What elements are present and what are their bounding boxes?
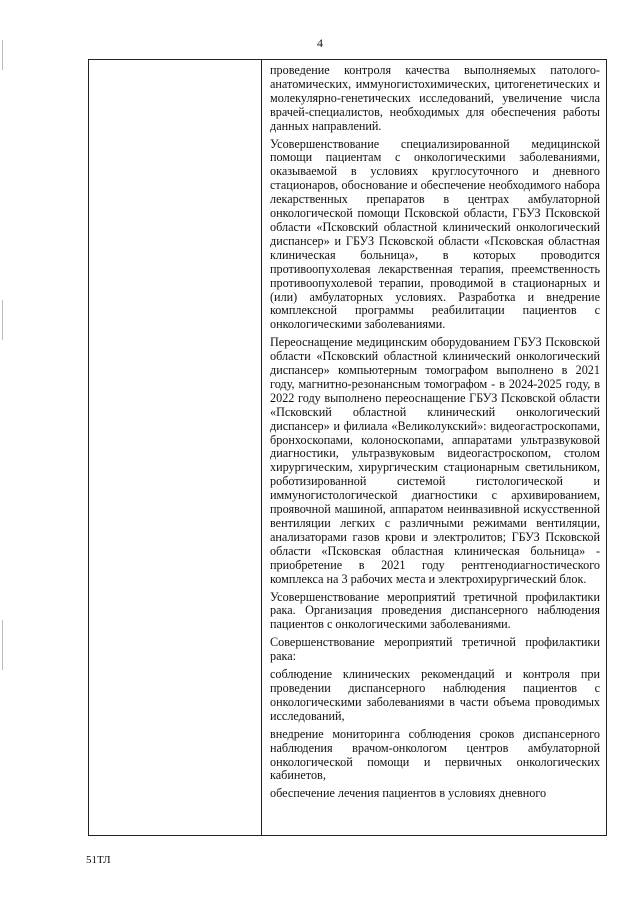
paragraph-tertiary-prevention: Усовершенствование мероприятий третичной профилактики рака. Организация проведения диспансерного наблюдения пациентов с онкологическими заболеваниями. <box>270 589 600 632</box>
paragraph-day-care: обеспечение лечения пациентов в условиях дневного <box>270 786 547 801</box>
scan-edge-mark <box>2 620 3 670</box>
table-cell-empty <box>89 60 262 836</box>
page-number: 4 <box>317 36 323 50</box>
paragraph-equipment: Переоснащение медицинским оборудованием ГБУЗ Псковской области «Псковский областной клинический онкологический диспансер» компьютерным томографом выполнено в 2021 году, магнитно-резонансным томографом - в 2024-2025 году, в 2022 году выполнено переоснащение ГБУЗ Псковской области «Псковский областной клинический онкологический диспансер» и филиала «Великолукский»: видеогастроскопами, бронхоскопами, колоноскопами, аппаратами ультразвуковой диагностики, ультразвуковым видеогастроскопом, столом хирургическим, хирургическим стационарным светильником, роботизированной системой гистологической и иммуногистологической диагностики с архивированием, проявочной машиной, аппаратом неинвазивной искусственной вентиляции легких с различными режимами вентиляции, анализаторами газов крови и электролитов; ГБУЗ Псковской области «Псковская областная клиническая больница» - приобретение в 2021 году рентгенодиагностического комплекса на 3 рабочих места и электрохирургический блок. <box>270 335 600 586</box>
table-row <box>89 60 607 836</box>
scan-edge-mark <box>2 300 3 340</box>
paragraph-prevention-measures: Совершенствование мероприятий третичной профилактики рака: <box>270 635 600 664</box>
paragraph-quality-control: проведение контроля качества выполняемых патолого-анатомических, иммуногистохимических, цитогенетических и молекулярно-генетических исследований, увеличение числа врачей-специалистов, необходимых для обеспечения работы данных направлений. <box>270 63 600 133</box>
footer-code: 51ТЛ <box>86 854 111 866</box>
table-cell-content <box>262 60 607 836</box>
paragraph-clinical-guidelines: соблюдение клинических рекомендаций и контроля при проведении диспансерного наблюдения пациентов с онкологическими заболеваниями в части объема проводимых исследований, <box>270 667 600 723</box>
paragraph-specialized-care: Усовершенствование специализированной медицинской помощи пациентам с онкологическими заболеваниями, оказываемой в условиях круглосуточного и дневного стационаров, обоснование и обеспечение необходимого набора лекарственных препаратов в центрах амбулаторной онкологической помощи Псковской области, ГБУЗ Псковской области «Псковский областной клинический онкологический диспансер» и ГБУЗ Псковской области «Псковская областная клиническая больница», в которых проводится противоопухолевая лекарственная терапия, преемственность противоопухолевой терапии, проводимой в стационарных и (или) амбулаторных условиях. Разработка и внедрение комплексной программы реабилитации пациентов с онкологическими заболеваниями. <box>270 136 600 332</box>
scan-edge-mark <box>2 40 3 70</box>
document-table <box>88 59 607 836</box>
paragraph-monitoring: внедрение мониторинга соблюдения сроков диспансерного наблюдения врачом-онкологом центров амбулаторной онкологической помощи и первичных онкологических кабинетов, <box>270 726 600 783</box>
